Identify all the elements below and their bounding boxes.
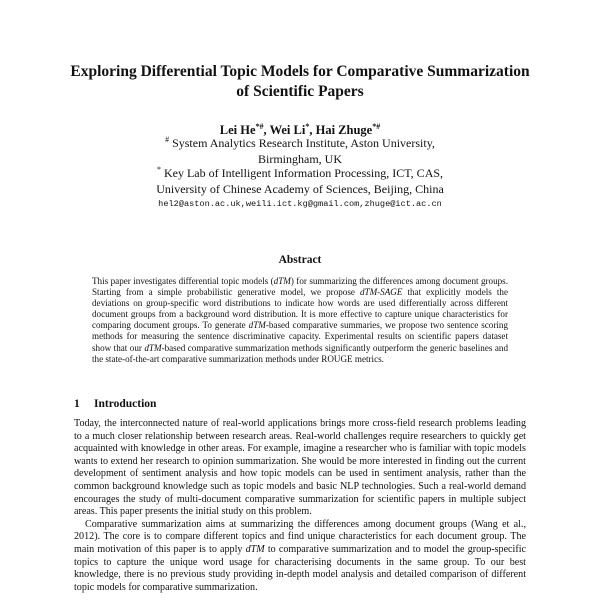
author-affiliation-mark: *# — [372, 122, 381, 131]
affiliation-mark: # — [165, 135, 170, 144]
text-run-italic: dTM — [273, 276, 291, 286]
author-separator: , — [309, 123, 316, 137]
author-affiliation-mark: * — [305, 122, 310, 131]
text-run: to comparative summarization and to model the group-specific topics to capture the unique word usage for characterising documents in the same group. To our best knowledge, there is no previous study providing in-depth model analysis and detailed comparison of different topic models for comparative summarization. — [74, 543, 526, 593]
abstract-body — [92, 276, 508, 365]
paragraph — [74, 519, 526, 595]
affiliation-line: University of Chinese Academy of Sciences, Beijing, China — [156, 181, 444, 196]
abstract-heading: Abstract — [278, 254, 322, 266]
text-run: -based comparative summarization methods significantly outperform the generic baselines and the state-of-the-art comparative summarization methods under ROUGE metrics. — [92, 342, 509, 364]
text-run: This paper investigates differential topic models ( — [92, 276, 274, 286]
author-name: Hai Zhuge — [315, 123, 373, 137]
affiliation-line: Key Lab of Intelligent Information Processing, ICT, CAS, — [160, 166, 444, 180]
affiliation-line: System Analytics Research Institute, Aston University, — [169, 136, 435, 150]
author-emails: hel2@aston.ac.uk,weili.ict.kg@gmail.com,zhuge@ict.ac.cn — [158, 199, 442, 209]
text-run: that explicitly models the deviations on group-specific word distributions to indicate how words are used differentially across different document groups from a background word distribution. It is more effective to capture unique characteristics for comparing document groups. To generate — [92, 287, 508, 331]
affiliation-ict-cas — [100, 166, 500, 197]
author-affiliation-mark: *# — [255, 122, 264, 131]
author-separator: , — [263, 123, 270, 137]
text-run-italic: dTM — [245, 543, 265, 555]
text-run-italic: dTM — [144, 342, 162, 353]
section-heading-introduction — [74, 398, 156, 410]
text-run: ) for summarizing the differences among document groups. Starting from a simple probabilistic generative model, we propose — [92, 276, 508, 298]
paragraph: Today, the interconnected nature of real-world applications brings more cross-field research problems leading to a much closer relationship between research areas. Real-world challenges require researchers to quickly get acquainted with knowledge in other areas. For example, imagine a researcher who is familiar with topic models wants to extend her research to opinion summarization. She would be more interested in finding out the current development of sentiment analysis and how topic models can be used in sentiment analysis, rather than the common background knowledge such as topic models and basic NLP technologies. Such a real-world demand encourages the study of multi-document comparative summarization for scientific papers in multiple subject areas. This paper presents the initial study on this problem. — [74, 418, 526, 518]
paper-title-line-2: of Scientific Papers — [236, 83, 364, 100]
text-run: Comparative summarization aims at summarizing the differences among document groups (Wang et al., 2012). The core is to compare different topics and find unique characteristics for each document group. The main motivation of this paper is to apply — [74, 518, 526, 555]
section-number: 1 — [74, 398, 80, 410]
text-run-italic: dTM-SAGE — [359, 287, 403, 298]
paper-title-line-1: Exploring Differential Topic Models for Comparative Summarization — [70, 63, 530, 80]
affiliation-line: Birmingham, UK — [258, 151, 342, 166]
affiliation-aston — [100, 136, 500, 167]
paper-title — [60, 62, 540, 102]
text-run-italic: dTM — [248, 320, 266, 331]
affiliation-mark: * — [156, 165, 161, 174]
introduction-body — [74, 418, 526, 594]
author-name: Lei He — [219, 123, 256, 137]
text-run: -based comparative summaries, we propose two sentence scoring methods for measuring the sentence discriminative capacity. Experimental results on scientific papers dataset show that our — [92, 320, 508, 353]
author-name: Wei Li — [269, 123, 306, 137]
section-title: Introduction — [94, 398, 157, 410]
